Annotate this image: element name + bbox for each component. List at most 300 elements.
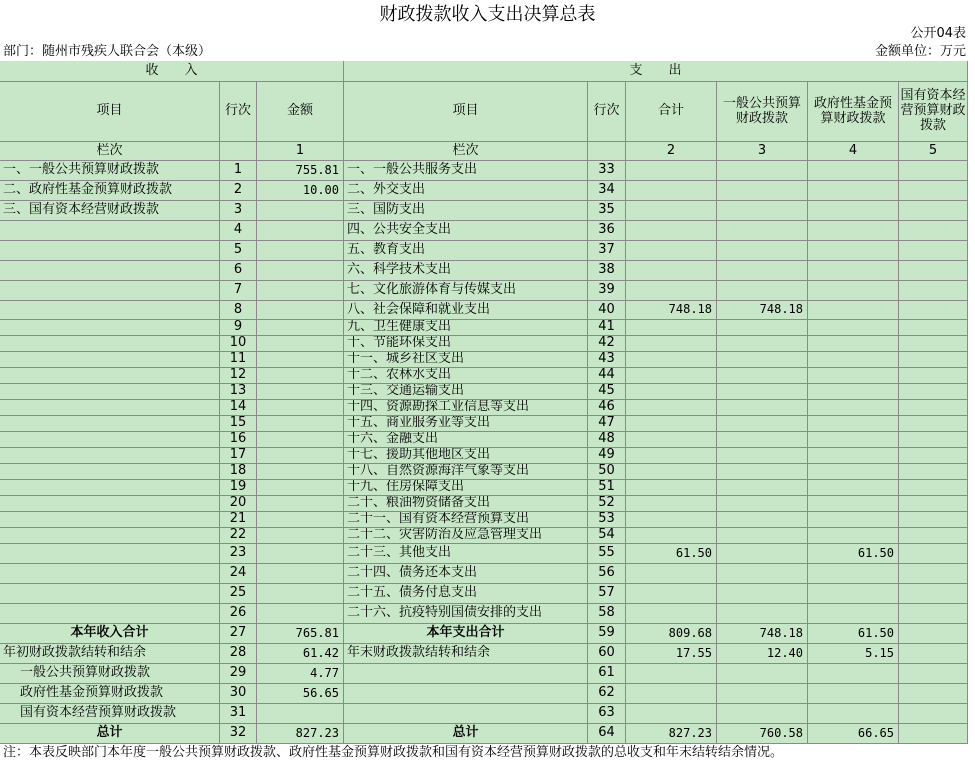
fund-budget-cell[interactable] (808, 281, 899, 301)
income-line-cell[interactable]: 16 (220, 432, 257, 448)
total-cell[interactable] (626, 496, 717, 512)
income-line-cell[interactable]: 19 (220, 480, 257, 496)
total-cell[interactable] (626, 664, 717, 684)
fund-budget-cell[interactable]: 61.50 (808, 544, 899, 564)
income-item-cell[interactable] (0, 320, 220, 336)
total-cell[interactable] (626, 161, 717, 181)
income-item-cell[interactable] (0, 480, 220, 496)
state-capital-cell[interactable] (899, 336, 968, 352)
fund-budget-cell[interactable] (808, 584, 899, 604)
total-cell[interactable] (626, 201, 717, 221)
expense-item-cell[interactable]: 二十六、抗疫特别国债安排的支出 (344, 604, 588, 624)
general-budget-cell[interactable] (717, 221, 808, 241)
general-budget-cell[interactable] (717, 281, 808, 301)
column-index-4[interactable]: 4 (808, 142, 899, 161)
total-cell[interactable] (626, 384, 717, 400)
expense-item-cell[interactable]: 十八、自然资源海洋气象等支出 (344, 464, 588, 480)
fund-budget-cell[interactable] (808, 604, 899, 624)
total-cell[interactable] (626, 281, 717, 301)
income-amount-cell[interactable] (257, 544, 344, 564)
income-item-cell[interactable] (0, 416, 220, 432)
fund-budget-cell[interactable] (808, 384, 899, 400)
state-capital-cell[interactable] (899, 496, 968, 512)
income-amount-cell[interactable]: 4.77 (257, 664, 344, 684)
income-item-cell[interactable] (0, 261, 220, 281)
income-line-cell[interactable]: 6 (220, 261, 257, 281)
general-budget-cell[interactable] (717, 704, 808, 724)
income-amount-cell[interactable] (257, 528, 344, 544)
income-line-cell[interactable]: 7 (220, 281, 257, 301)
state-capital-cell[interactable] (899, 704, 968, 724)
income-amount-cell[interactable] (257, 464, 344, 480)
income-amount-cell[interactable] (257, 281, 344, 301)
general-budget-cell[interactable] (717, 181, 808, 201)
general-budget-cell[interactable] (717, 352, 808, 368)
state-capital-cell[interactable] (899, 644, 968, 664)
state-capital-cell[interactable] (899, 464, 968, 480)
general-budget-cell[interactable] (717, 416, 808, 432)
fund-budget-cell[interactable] (808, 684, 899, 704)
income-amount-cell[interactable] (257, 241, 344, 261)
income-item-cell[interactable] (0, 352, 220, 368)
income-line-cell[interactable]: 30 (220, 684, 257, 704)
expense-line-cell[interactable]: 44 (588, 368, 626, 384)
income-item-cell[interactable] (0, 512, 220, 528)
income-item-cell[interactable]: 一般公共预算财政拨款 (0, 664, 220, 684)
income-amount-cell[interactable]: 755.81 (257, 161, 344, 181)
general-budget-cell[interactable] (717, 684, 808, 704)
expense-item-cell[interactable]: 二十三、其他支出 (344, 544, 588, 564)
expense-line-cell[interactable]: 55 (588, 544, 626, 564)
fund-budget-cell[interactable] (808, 564, 899, 584)
total-cell[interactable] (626, 352, 717, 368)
expense-line-cell[interactable]: 38 (588, 261, 626, 281)
income-line-cell[interactable]: 23 (220, 544, 257, 564)
income-amount-cell[interactable] (257, 301, 344, 320)
income-amount-cell[interactable]: 10.00 (257, 181, 344, 201)
expense-line-cell[interactable]: 53 (588, 512, 626, 528)
column-index-3[interactable]: 3 (717, 142, 808, 161)
income-item-cell[interactable] (0, 432, 220, 448)
general-budget-cell[interactable] (717, 384, 808, 400)
income-line-cell[interactable]: 29 (220, 664, 257, 684)
fund-budget-cell[interactable] (808, 664, 899, 684)
fund-budget-cell[interactable]: 5.15 (808, 644, 899, 664)
income-amount-cell[interactable] (257, 336, 344, 352)
fund-budget-cell[interactable] (808, 201, 899, 221)
expense-line-cell[interactable]: 37 (588, 241, 626, 261)
expense-line-cell[interactable]: 33 (588, 161, 626, 181)
total-cell[interactable] (626, 181, 717, 201)
income-line-cell[interactable]: 10 (220, 336, 257, 352)
expense-line-cell[interactable]: 59 (588, 624, 626, 644)
income-amount-cell[interactable]: 61.42 (257, 644, 344, 664)
state-capital-cell[interactable] (899, 221, 968, 241)
fund-budget-cell[interactable] (808, 480, 899, 496)
general-budget-cell[interactable] (717, 496, 808, 512)
state-capital-cell[interactable] (899, 544, 968, 564)
income-amount-cell[interactable] (257, 352, 344, 368)
column-index-5[interactable]: 5 (899, 142, 968, 161)
expense-item-cell[interactable]: 一、一般公共服务支出 (344, 161, 588, 181)
income-item-cell[interactable] (0, 384, 220, 400)
total-cell[interactable] (626, 416, 717, 432)
fund-budget-cell[interactable]: 66.65 (808, 724, 899, 744)
income-item-cell[interactable] (0, 368, 220, 384)
general-budget-cell[interactable] (717, 664, 808, 684)
column-index-empty[interactable] (588, 142, 626, 161)
income-line-cell[interactable]: 32 (220, 724, 257, 744)
income-line-cell[interactable]: 15 (220, 416, 257, 432)
income-amount-cell[interactable] (257, 496, 344, 512)
state-capital-cell[interactable] (899, 201, 968, 221)
expense-line-cell[interactable]: 48 (588, 432, 626, 448)
total-cell[interactable] (626, 432, 717, 448)
expense-item-cell[interactable]: 二、外交支出 (344, 181, 588, 201)
income-item-cell[interactable] (0, 496, 220, 512)
expense-item-header[interactable]: 项目 (344, 82, 588, 142)
income-item-cell[interactable] (0, 448, 220, 464)
fund-budget-cell[interactable] (808, 352, 899, 368)
income-item-cell[interactable] (0, 336, 220, 352)
total-cell[interactable] (626, 241, 717, 261)
expense-item-cell[interactable]: 十三、交通运输支出 (344, 384, 588, 400)
fund-budget-cell[interactable] (808, 301, 899, 320)
income-amount-cell[interactable]: 827.23 (257, 724, 344, 744)
expense-line-cell[interactable]: 56 (588, 564, 626, 584)
state-capital-cell[interactable] (899, 261, 968, 281)
income-line-cell[interactable]: 1 (220, 161, 257, 181)
expense-item-cell[interactable]: 十七、援助其他地区支出 (344, 448, 588, 464)
column-index-1[interactable]: 1 (257, 142, 344, 161)
expense-item-cell[interactable]: 十、节能环保支出 (344, 336, 588, 352)
state-capital-cell[interactable] (899, 528, 968, 544)
income-item-cell[interactable]: 一、一般公共预算财政拨款 (0, 161, 220, 181)
income-amount-cell[interactable] (257, 584, 344, 604)
income-line-cell[interactable]: 12 (220, 368, 257, 384)
expense-item-cell[interactable]: 十四、资源勘探工业信息等支出 (344, 400, 588, 416)
expense-line-cell[interactable]: 41 (588, 320, 626, 336)
general-budget-cell[interactable] (717, 584, 808, 604)
expense-item-cell[interactable]: 四、公共安全支出 (344, 221, 588, 241)
state-capital-cell[interactable] (899, 604, 968, 624)
income-line-cell[interactable]: 9 (220, 320, 257, 336)
department-label[interactable]: 部门：随州市残疾人联合会（本级） (3, 43, 212, 59)
fund-budget-cell[interactable] (808, 261, 899, 281)
state-capital-cell[interactable] (899, 161, 968, 181)
state-capital-cell[interactable] (899, 181, 968, 201)
expense-line-cell[interactable]: 58 (588, 604, 626, 624)
state-capital-cell[interactable] (899, 320, 968, 336)
total-cell[interactable]: 17.55 (626, 644, 717, 664)
income-line-cell[interactable]: 31 (220, 704, 257, 724)
fund-budget-cell[interactable] (808, 704, 899, 724)
expense-line-cell[interactable]: 40 (588, 301, 626, 320)
income-amount-cell[interactable] (257, 704, 344, 724)
expense-item-cell[interactable] (344, 684, 588, 704)
expense-item-cell[interactable]: 本年支出合计 (344, 624, 588, 644)
expense-line-cell[interactable]: 64 (588, 724, 626, 744)
fund-budget-cell[interactable]: 61.50 (808, 624, 899, 644)
expense-line-cell[interactable]: 45 (588, 384, 626, 400)
income-amount-cell[interactable] (257, 221, 344, 241)
income-amount-cell[interactable] (257, 320, 344, 336)
total-cell[interactable] (626, 684, 717, 704)
income-item-cell[interactable] (0, 281, 220, 301)
fund-budget-cell[interactable] (808, 221, 899, 241)
general-budget-cell[interactable] (717, 400, 808, 416)
income-amount-cell[interactable]: 56.65 (257, 684, 344, 704)
income-amount-cell[interactable] (257, 564, 344, 584)
income-item-cell[interactable]: 年初财政拨款结转和结余 (0, 644, 220, 664)
income-amount-cell[interactable] (257, 400, 344, 416)
income-amount-cell[interactable] (257, 448, 344, 464)
income-line-cell[interactable]: 17 (220, 448, 257, 464)
general-budget-cell[interactable] (717, 480, 808, 496)
total-cell[interactable] (626, 512, 717, 528)
expense-line-cell[interactable]: 54 (588, 528, 626, 544)
expense-item-cell[interactable]: 十二、农林水支出 (344, 368, 588, 384)
income-line-cell[interactable]: 21 (220, 512, 257, 528)
fund-budget-cell[interactable] (808, 400, 899, 416)
column-index-label[interactable]: 栏次 (0, 142, 220, 161)
income-line-cell[interactable]: 22 (220, 528, 257, 544)
expense-item-cell[interactable]: 十九、住房保障支出 (344, 480, 588, 496)
income-item-cell[interactable]: 国有资本经营预算财政拨款 (0, 704, 220, 724)
income-line-cell[interactable]: 18 (220, 464, 257, 480)
fund-budget-cell[interactable] (808, 512, 899, 528)
total-cell[interactable] (626, 480, 717, 496)
income-line-cell[interactable]: 14 (220, 400, 257, 416)
income-item-header[interactable]: 项目 (0, 82, 220, 142)
total-cell[interactable] (626, 528, 717, 544)
income-item-cell[interactable] (0, 584, 220, 604)
total-cell[interactable] (626, 464, 717, 480)
income-item-cell[interactable] (0, 528, 220, 544)
expense-section-header[interactable]: 支 出 (344, 61, 968, 82)
general-budget-header[interactable]: 一般公共预算财政拨款 (717, 82, 808, 142)
state-capital-cell[interactable] (899, 281, 968, 301)
fund-budget-cell[interactable] (808, 368, 899, 384)
income-amount-cell[interactable] (257, 384, 344, 400)
general-budget-cell[interactable] (717, 512, 808, 528)
general-budget-cell[interactable]: 12.40 (717, 644, 808, 664)
general-budget-cell[interactable]: 748.18 (717, 624, 808, 644)
expense-item-cell[interactable]: 十六、金融支出 (344, 432, 588, 448)
income-amount-cell[interactable] (257, 432, 344, 448)
state-capital-cell[interactable] (899, 480, 968, 496)
expense-item-cell[interactable]: 二十一、国有资本经营预算支出 (344, 512, 588, 528)
income-line-cell[interactable]: 28 (220, 644, 257, 664)
general-budget-cell[interactable] (717, 368, 808, 384)
expense-line-cell[interactable]: 49 (588, 448, 626, 464)
expense-item-cell[interactable] (344, 664, 588, 684)
expense-line-cell[interactable]: 52 (588, 496, 626, 512)
total-cell[interactable] (626, 320, 717, 336)
income-item-cell[interactable] (0, 464, 220, 480)
fund-budget-cell[interactable] (808, 496, 899, 512)
expense-item-cell[interactable]: 二十五、债务付息支出 (344, 584, 588, 604)
unit-label[interactable]: 金额单位：万元 (874, 43, 966, 59)
expense-item-cell[interactable]: 二十二、灾害防治及应急管理支出 (344, 528, 588, 544)
income-line-cell[interactable]: 13 (220, 384, 257, 400)
income-line-cell[interactable]: 26 (220, 604, 257, 624)
general-budget-cell[interactable] (717, 336, 808, 352)
expense-line-header[interactable]: 行次 (588, 82, 626, 142)
total-cell[interactable] (626, 448, 717, 464)
income-amount-cell[interactable]: 765.81 (257, 624, 344, 644)
general-budget-cell[interactable]: 748.18 (717, 301, 808, 320)
general-budget-cell[interactable] (717, 564, 808, 584)
expense-item-cell[interactable]: 年末财政拨款结转和结余 (344, 644, 588, 664)
fund-budget-cell[interactable] (808, 161, 899, 181)
fund-budget-cell[interactable] (808, 464, 899, 480)
column-index-2[interactable]: 2 (626, 142, 717, 161)
general-budget-cell[interactable] (717, 261, 808, 281)
expense-line-cell[interactable]: 39 (588, 281, 626, 301)
expense-item-cell[interactable]: 十五、商业服务业等支出 (344, 416, 588, 432)
income-line-header[interactable]: 行次 (220, 82, 257, 142)
general-budget-cell[interactable] (717, 320, 808, 336)
expense-line-cell[interactable]: 57 (588, 584, 626, 604)
report-title[interactable]: 财政拨款收入支出决算总表 (379, 3, 596, 25)
income-line-cell[interactable]: 5 (220, 241, 257, 261)
income-amount-cell[interactable] (257, 201, 344, 221)
fund-budget-cell[interactable] (808, 432, 899, 448)
state-capital-cell[interactable] (899, 400, 968, 416)
income-amount-cell[interactable] (257, 604, 344, 624)
column-index-label[interactable]: 栏次 (344, 142, 588, 161)
income-amount-cell[interactable] (257, 261, 344, 281)
state-capital-cell[interactable] (899, 241, 968, 261)
expense-line-cell[interactable]: 61 (588, 664, 626, 684)
fund-budget-cell[interactable] (808, 528, 899, 544)
income-item-cell[interactable]: 本年收入合计 (0, 624, 220, 644)
income-item-cell[interactable] (0, 400, 220, 416)
column-index-empty[interactable] (220, 142, 257, 161)
state-capital-cell[interactable] (899, 624, 968, 644)
expense-line-cell[interactable]: 51 (588, 480, 626, 496)
fund-budget-cell[interactable] (808, 181, 899, 201)
expense-line-cell[interactable]: 60 (588, 644, 626, 664)
fund-budget-cell[interactable] (808, 448, 899, 464)
total-cell[interactable]: 748.18 (626, 301, 717, 320)
fund-budget-cell[interactable] (808, 416, 899, 432)
state-capital-cell[interactable] (899, 512, 968, 528)
state-capital-cell[interactable] (899, 564, 968, 584)
expense-item-cell[interactable]: 六、科学技术支出 (344, 261, 588, 281)
expense-line-cell[interactable]: 34 (588, 181, 626, 201)
total-cell[interactable] (626, 400, 717, 416)
state-capital-cell[interactable] (899, 368, 968, 384)
expense-line-cell[interactable]: 62 (588, 684, 626, 704)
income-item-cell[interactable]: 三、国有资本经营财政拨款 (0, 201, 220, 221)
expense-item-cell[interactable]: 八、社会保障和就业支出 (344, 301, 588, 320)
income-line-cell[interactable]: 8 (220, 301, 257, 320)
income-amount-cell[interactable] (257, 480, 344, 496)
income-line-cell[interactable]: 24 (220, 564, 257, 584)
fund-budget-cell[interactable] (808, 241, 899, 261)
total-cell[interactable] (626, 584, 717, 604)
general-budget-cell[interactable] (717, 448, 808, 464)
income-line-cell[interactable]: 3 (220, 201, 257, 221)
expense-line-cell[interactable]: 47 (588, 416, 626, 432)
general-budget-cell[interactable] (717, 464, 808, 480)
income-amount-header[interactable]: 金额 (257, 82, 344, 142)
income-item-cell[interactable] (0, 301, 220, 320)
expense-item-cell[interactable] (344, 704, 588, 724)
total-cell[interactable] (626, 564, 717, 584)
income-line-cell[interactable]: 4 (220, 221, 257, 241)
total-cell[interactable] (626, 604, 717, 624)
expense-line-cell[interactable]: 63 (588, 704, 626, 724)
total-cell[interactable] (626, 336, 717, 352)
footnote[interactable]: 注：本表反映部门本年度一般公共预算财政拨款、政府性基金预算财政拨款和国有资本经营预算财政拨款的总收支和年末结转结余情况。 (3, 745, 784, 761)
expense-line-cell[interactable]: 50 (588, 464, 626, 480)
state-capital-cell[interactable] (899, 416, 968, 432)
income-item-cell[interactable] (0, 564, 220, 584)
expense-item-cell[interactable]: 九、卫生健康支出 (344, 320, 588, 336)
income-item-cell[interactable]: 二、政府性基金预算财政拨款 (0, 181, 220, 201)
expense-line-cell[interactable]: 36 (588, 221, 626, 241)
state-capital-cell[interactable] (899, 664, 968, 684)
income-amount-cell[interactable] (257, 368, 344, 384)
state-capital-cell[interactable] (899, 448, 968, 464)
state-capital-header[interactable]: 国有资本经营预算财政拨款 (899, 82, 968, 142)
expense-item-cell[interactable]: 七、文化旅游体育与传媒支出 (344, 281, 588, 301)
state-capital-cell[interactable] (899, 432, 968, 448)
expense-line-cell[interactable]: 42 (588, 336, 626, 352)
general-budget-cell[interactable] (717, 604, 808, 624)
income-item-cell[interactable]: 总计 (0, 724, 220, 744)
total-cell[interactable] (626, 704, 717, 724)
state-capital-cell[interactable] (899, 684, 968, 704)
general-budget-cell[interactable] (717, 544, 808, 564)
income-line-cell[interactable]: 20 (220, 496, 257, 512)
expense-item-cell[interactable]: 总计 (344, 724, 588, 744)
income-line-cell[interactable]: 2 (220, 181, 257, 201)
general-budget-cell[interactable] (717, 241, 808, 261)
expense-line-cell[interactable]: 35 (588, 201, 626, 221)
general-budget-cell[interactable] (717, 201, 808, 221)
income-item-cell[interactable] (0, 604, 220, 624)
total-cell[interactable]: 809.68 (626, 624, 717, 644)
expense-line-cell[interactable]: 43 (588, 352, 626, 368)
state-capital-cell[interactable] (899, 384, 968, 400)
income-item-cell[interactable] (0, 221, 220, 241)
income-item-cell[interactable] (0, 241, 220, 261)
expense-item-cell[interactable]: 二十四、债务还本支出 (344, 564, 588, 584)
expense-item-cell[interactable]: 五、教育支出 (344, 241, 588, 261)
income-item-cell[interactable] (0, 544, 220, 564)
form-number[interactable]: 公开04表 (910, 26, 966, 42)
general-budget-cell[interactable]: 760.58 (717, 724, 808, 744)
fund-budget-cell[interactable] (808, 320, 899, 336)
total-header[interactable]: 合计 (626, 82, 717, 142)
expense-line-cell[interactable]: 46 (588, 400, 626, 416)
general-budget-cell[interactable] (717, 432, 808, 448)
income-line-cell[interactable]: 11 (220, 352, 257, 368)
income-item-cell[interactable]: 政府性基金预算财政拨款 (0, 684, 220, 704)
income-line-cell[interactable]: 25 (220, 584, 257, 604)
state-capital-cell[interactable] (899, 724, 968, 744)
general-budget-cell[interactable] (717, 528, 808, 544)
income-amount-cell[interactable] (257, 512, 344, 528)
total-cell[interactable] (626, 368, 717, 384)
general-budget-cell[interactable] (717, 161, 808, 181)
fund-budget-cell[interactable] (808, 336, 899, 352)
expense-item-cell[interactable]: 十一、城乡社区支出 (344, 352, 588, 368)
